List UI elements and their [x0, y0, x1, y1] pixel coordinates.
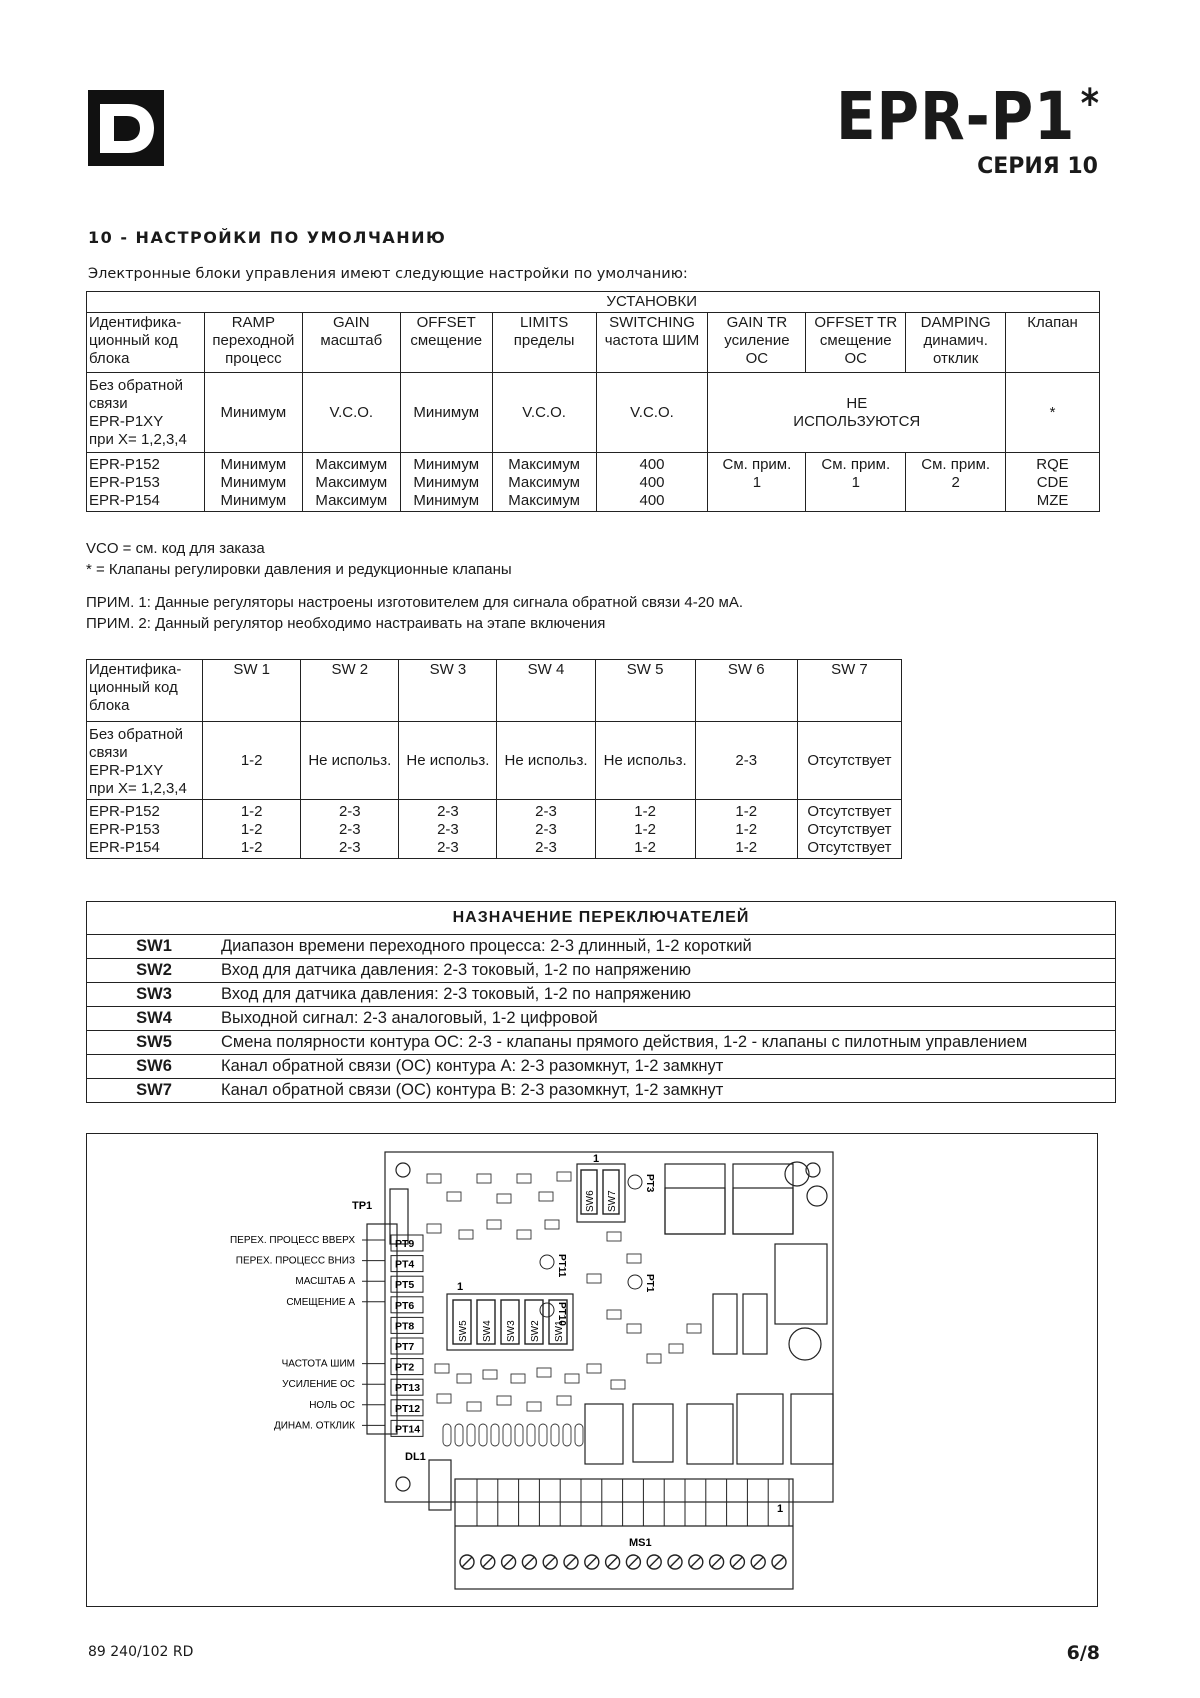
pt-label: PT10 — [556, 1302, 567, 1326]
switch-description: Канал обратной связи (ОС) контура В: 2-3 разомкнут, 1-2 замкнут — [221, 1079, 1116, 1103]
terminal-screw-slot — [608, 1557, 618, 1567]
row-id: Без обратной связи EPR-P1XY при X= 1,2,3,4 — [87, 373, 205, 453]
cell-column-limits: Максимум Максимум Максимум — [492, 453, 596, 512]
column-header: SW 6 — [695, 660, 797, 722]
resistor — [491, 1424, 499, 1446]
pt-label: PT12 — [395, 1402, 421, 1415]
column-header: SW 5 — [595, 660, 695, 722]
terminal-screw-slot — [712, 1557, 722, 1567]
switch-key: SW3 — [87, 983, 222, 1007]
cell-column-switching: 400 400 400 — [596, 453, 708, 512]
terminal-block — [455, 1479, 793, 1589]
callout-label: ПЕРЕХ. ПРОЦЕСС ВНИЗ — [235, 1255, 355, 1267]
terminal-screw-slot — [649, 1557, 659, 1567]
column-header: Идентифика- ционный код блока — [87, 313, 205, 373]
smd-component — [687, 1324, 701, 1333]
cell-column-sw2: 2-3 2-3 2-3 — [301, 800, 399, 859]
smd-component — [511, 1374, 525, 1383]
table-row — [87, 292, 1100, 313]
cell: 1-2 — [203, 722, 301, 800]
smd-component — [627, 1254, 641, 1263]
pt-label: PT9 — [395, 1238, 415, 1250]
switch-label: SW7 — [607, 1190, 618, 1212]
model-star: * — [1080, 81, 1100, 127]
pt-label: PT4 — [395, 1258, 415, 1271]
note-2: ПРИМ. 2: Данный регулятор необходимо настраивать на этапе включения — [86, 615, 606, 632]
smd-component — [459, 1230, 473, 1239]
document-code: 89 240/102 RD — [88, 1644, 194, 1660]
callout-label: УСИЛЕНИЕ ОС — [282, 1379, 355, 1391]
smd-component — [467, 1402, 481, 1411]
cell-column-sw7: Отсутствует Отсутствует Отсутствует — [797, 800, 901, 859]
smd-component — [537, 1368, 551, 1377]
pin-one-label: 1 — [777, 1503, 784, 1515]
smd-component — [517, 1174, 531, 1183]
row-id: Без обратной связи EPR-P1XY при X= 1,2,3,4 — [87, 722, 203, 800]
switch-purpose-row — [87, 935, 1116, 959]
cell: V.C.O. — [492, 373, 596, 453]
column-header: Идентифика- ционный код блока — [87, 660, 203, 722]
trimmer — [628, 1275, 642, 1289]
smd-component — [607, 1310, 621, 1319]
cell: V.C.O. — [596, 373, 708, 453]
column-header: OFFSET TR смещение ОС — [806, 313, 906, 373]
column-header: DAMPING динамич. отклик — [906, 313, 1006, 373]
column-header: SWITCHING частота ШИМ — [596, 313, 708, 373]
switch-description: Диапазон времени переходного процесса: 2-3 длинный, 1-2 короткий — [221, 935, 1116, 959]
pt-label: PT6 — [395, 1299, 415, 1312]
table-header-row — [87, 902, 1116, 935]
dl1-label: DL1 — [405, 1451, 426, 1463]
mount-hole — [396, 1477, 410, 1491]
callout-label: МАСШТАБ А — [295, 1276, 355, 1288]
model-title — [836, 78, 1100, 155]
switch-key: SW2 — [87, 959, 222, 983]
switch-label: SW5 — [458, 1320, 469, 1342]
cell: Не использ. — [595, 722, 695, 800]
switch-description: Вход для датчика давления: 2-3 токовый, 1-2 по напряжению — [221, 959, 1116, 983]
cell-column-sw4: 2-3 2-3 2-3 — [497, 800, 595, 859]
smd-component — [483, 1370, 497, 1379]
switch-description: Канал обратной связи (ОС) контура А: 2-3 разомкнут, 1-2 замкнут — [221, 1055, 1116, 1079]
switch-description: Выходной сигнал: 2-3 аналоговый, 1-2 цифровой — [221, 1007, 1116, 1031]
smd-component — [669, 1344, 683, 1353]
smd-component — [487, 1220, 501, 1229]
terminal-screw-slot — [504, 1557, 514, 1567]
switch-description: Вход для датчика давления: 2-3 токовый, 1-2 по напряжению — [221, 983, 1116, 1007]
smd-component — [497, 1194, 511, 1203]
cell: Минимум — [400, 373, 492, 453]
cell: Не использ. — [399, 722, 497, 800]
cell: Не использ. — [301, 722, 399, 800]
smd-component — [647, 1354, 661, 1363]
terminal-screw-slot — [670, 1557, 680, 1567]
mount-hole — [396, 1163, 410, 1177]
smd-component — [517, 1230, 531, 1239]
smd-component — [607, 1232, 621, 1241]
cell-column-id: EPR-P152 EPR-P153 EPR-P154 — [87, 800, 203, 859]
column-header: RAMP переходной процесс — [204, 313, 302, 373]
resistor — [551, 1424, 559, 1446]
resistor — [467, 1424, 475, 1446]
smd-component — [435, 1364, 449, 1373]
pt-label: PT7 — [395, 1341, 415, 1353]
tp1-component — [390, 1189, 408, 1244]
series-label: СЕРИЯ 10 — [977, 154, 1098, 179]
trimmer — [628, 1175, 642, 1189]
switch-label: SW3 — [506, 1320, 517, 1342]
ms1-label: MS1 — [629, 1537, 652, 1549]
column-header: GAIN TR усиление ОС — [708, 313, 806, 373]
callout-label: ПЕРЕХ. ПРОЦЕСС ВВЕРХ — [229, 1235, 355, 1246]
cell-column-ramp: Минимум Минимум Минимум — [204, 453, 302, 512]
cell-column-sw1: 1-2 1-2 1-2 — [203, 800, 301, 859]
resistor — [443, 1424, 451, 1446]
terminal-screw-slot — [462, 1557, 472, 1567]
note-1: ПРИМ. 1: Данные регуляторы настроены изготовителем для сигнала обратной связи 4-20 мА. — [86, 594, 744, 611]
smd-component — [527, 1402, 541, 1411]
terminal-screw-slot — [774, 1557, 784, 1567]
switch-label: SW4 — [482, 1320, 493, 1342]
smd-component — [427, 1224, 441, 1233]
cell: Отсутствует — [797, 722, 901, 800]
resistor — [479, 1424, 487, 1446]
resistor — [515, 1424, 523, 1446]
smd-component — [539, 1192, 553, 1201]
smd-component — [497, 1396, 511, 1405]
pin-one-label: 1 — [457, 1281, 464, 1293]
switch-purpose-row — [87, 1031, 1116, 1055]
switch-purpose-row — [87, 1007, 1116, 1031]
table-row — [87, 722, 902, 800]
trimmer — [540, 1303, 554, 1317]
switch-purpose-row — [87, 983, 1116, 1007]
column-header: SW 2 — [301, 660, 399, 722]
resistor — [575, 1424, 583, 1446]
resistor — [455, 1424, 463, 1446]
resistor — [527, 1424, 535, 1446]
pt-label: PT5 — [395, 1279, 415, 1292]
switch-purpose-table — [86, 901, 1116, 1103]
pt-label: PT13 — [395, 1382, 421, 1395]
pt-label: PT2 — [395, 1361, 415, 1374]
table-header-row — [87, 660, 902, 722]
switch-key: SW5 — [87, 1031, 222, 1055]
trimmer — [540, 1255, 554, 1269]
table-header-row — [87, 313, 1100, 373]
switch-purpose-title: НАЗНАЧЕНИЕ ПЕРЕКЛЮЧАТЕЛЕЙ — [452, 909, 750, 926]
cell: Минимум — [204, 373, 302, 453]
resistor — [563, 1424, 571, 1446]
cell-column-id: EPR-P152 EPR-P153 EPR-P154 — [87, 453, 205, 512]
terminal-screw-slot — [566, 1557, 576, 1567]
table-row — [87, 800, 902, 859]
cell-column-sw6: 1-2 1-2 1-2 — [695, 800, 797, 859]
switch-key: SW1 — [87, 935, 222, 959]
switch-label: SW6 — [585, 1190, 596, 1212]
column-header: OFFSET смещение — [400, 313, 492, 373]
intro-text: Электронные блоки управления имеют следующие настройки по умолчанию: — [88, 266, 688, 282]
column-header: SW 1 — [203, 660, 301, 722]
cell-column-damping: См. прим. 2 — [906, 453, 1006, 512]
pt-label: PT11 — [556, 1254, 567, 1278]
not-used-cell: НЕ ИСПОЛЬЗУЮТСЯ — [708, 373, 1006, 453]
default-settings-table — [86, 291, 1100, 512]
resistor — [539, 1424, 547, 1446]
switch-description: Смена полярности контура ОС: 2-3 - клапаны прямого действия, 1-2 - клапаны с пилотным управлением — [221, 1031, 1116, 1055]
resistor — [503, 1424, 511, 1446]
pin-one-label: 1 — [593, 1153, 600, 1165]
cell-column-valve: RQE CDE MZE — [1006, 453, 1100, 512]
note-vco: VCO = см. код для заказа — [86, 540, 265, 557]
switch-purpose-row — [87, 959, 1116, 983]
callout-label: НОЛЬ ОС — [309, 1399, 355, 1411]
table-row — [87, 453, 1100, 512]
cell-column-offset_tr: См. прим. 1 — [806, 453, 906, 512]
smd-component — [587, 1274, 601, 1283]
column-header: SW 7 — [797, 660, 901, 722]
pt-label: PT8 — [395, 1320, 415, 1333]
switch-purpose-row — [87, 1079, 1116, 1103]
switch-label: SW1 — [554, 1320, 565, 1342]
smd-component — [611, 1380, 625, 1389]
terminal-screw-slot — [732, 1557, 742, 1567]
column-header: LIMITS пределы — [492, 313, 596, 373]
column-header: SW 4 — [497, 660, 595, 722]
switch-settings-table — [86, 659, 902, 859]
callout-label: СМЕЩЕНИЕ А — [286, 1296, 355, 1308]
smd-component — [565, 1374, 579, 1383]
column-header: SW 3 — [399, 660, 497, 722]
pt-label: PT14 — [395, 1423, 421, 1436]
smd-component — [427, 1174, 441, 1183]
cell-column-offset: Минимум Минимум Минимум — [400, 453, 492, 512]
terminal-screw-slot — [691, 1557, 701, 1567]
smd-component — [477, 1174, 491, 1183]
column-header: GAIN масштаб — [302, 313, 400, 373]
callout-label: ДИНАМ. ОТКЛИК — [273, 1420, 355, 1432]
cell-column-gain: Максимум Максимум Максимум — [302, 453, 400, 512]
group-header: УСТАНОВКИ — [204, 292, 1099, 313]
table-row — [87, 373, 1100, 453]
smd-component — [587, 1364, 601, 1373]
terminal-screw-slot — [587, 1557, 597, 1567]
cell-column-sw5: 1-2 1-2 1-2 — [595, 800, 695, 859]
cell: V.C.O. — [302, 373, 400, 453]
terminal-screw-slot — [753, 1557, 763, 1567]
board-diagram — [86, 1133, 1098, 1607]
smd-component — [627, 1324, 641, 1333]
smd-component — [545, 1220, 559, 1229]
pt-label: PT3 — [644, 1174, 655, 1193]
cell: 2-3 — [695, 722, 797, 800]
column-header: Клапан — [1006, 313, 1100, 373]
cell: * — [1006, 373, 1100, 453]
terminal-screw-slot — [628, 1557, 638, 1567]
note-star: * = Клапаны регулировки давления и редукционные клапаны — [86, 561, 512, 578]
page-number: 6/8 — [1066, 1642, 1100, 1664]
switch-key: SW6 — [87, 1055, 222, 1079]
smd-component — [437, 1394, 451, 1403]
terminal-screw-slot — [524, 1557, 534, 1567]
smd-component — [557, 1396, 571, 1405]
tp1-label: TP1 — [352, 1200, 373, 1212]
smd-component — [447, 1192, 461, 1201]
model-name: EPR-P1 — [836, 78, 1076, 155]
company-logo — [88, 90, 164, 166]
section-title: 10 - НАСТРОЙКИ ПО УМОЛЧАНИЮ — [88, 228, 447, 247]
cell: Не использ. — [497, 722, 595, 800]
switch-purpose-row — [87, 1055, 1116, 1079]
switch-key: SW4 — [87, 1007, 222, 1031]
cell-column-sw3: 2-3 2-3 2-3 — [399, 800, 497, 859]
smd-component — [457, 1374, 471, 1383]
switch-label: SW2 — [530, 1320, 541, 1342]
board-layout-drawing — [87, 1134, 1097, 1606]
switch-key: SW7 — [87, 1079, 222, 1103]
terminal-screw-slot — [545, 1557, 555, 1567]
terminal-screw-slot — [483, 1557, 493, 1567]
callout-label: ЧАСТОТА ШИМ — [281, 1358, 355, 1370]
pt-label: PT1 — [644, 1274, 655, 1293]
cell-column-gain_tr: См. прим. 1 — [708, 453, 806, 512]
smd-component — [557, 1172, 571, 1181]
